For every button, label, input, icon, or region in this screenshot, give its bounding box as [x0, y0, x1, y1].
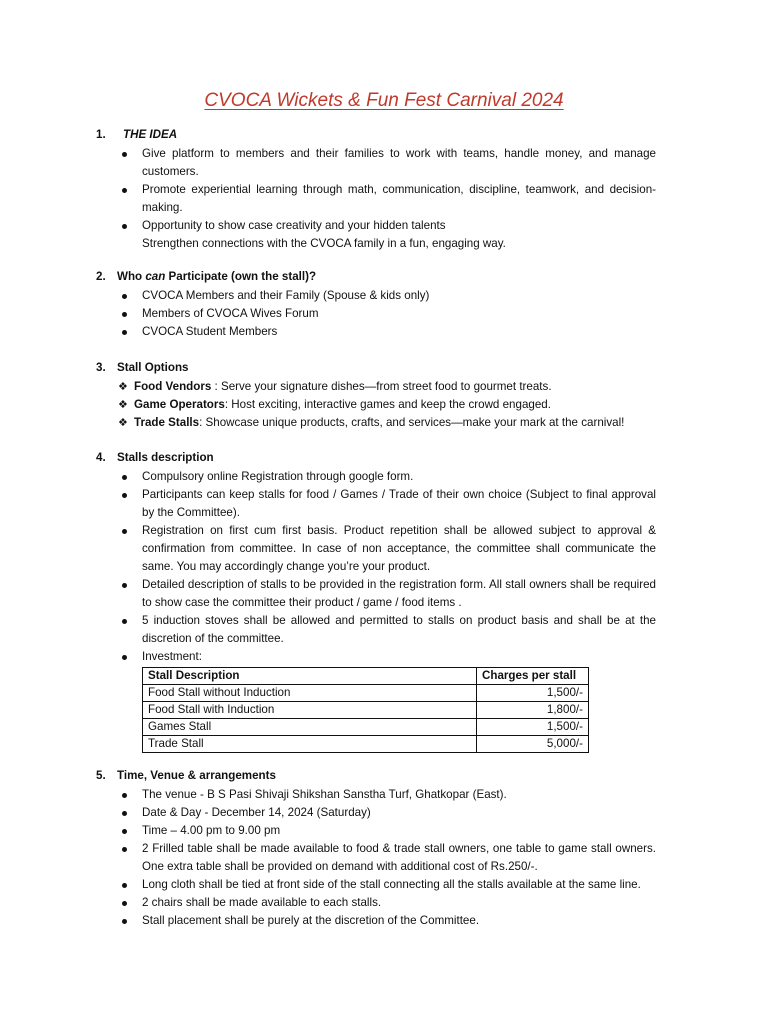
bullet-icon: [122, 188, 127, 193]
diamond-bullet-icon: ❖: [118, 417, 128, 429]
document-title: CVOCA Wickets & Fun Fest Carnival 2024: [204, 90, 564, 111]
list-item: ❖ Game Operators: Host exciting, interactive games and keep the crowd engaged.: [96, 396, 656, 414]
table-header-cell: Stall Description: [143, 668, 477, 685]
list-item: CVOCA Student Members: [96, 323, 656, 341]
section-heading: [96, 359, 656, 377]
bullet-icon: [122, 829, 127, 834]
bullet-icon: [122, 294, 127, 299]
table-cell: 1,500/-: [477, 685, 589, 702]
list-item: The venue - B S Pasi Shivaji Shikshan Sanstha Turf, Ghatkopar (East).: [96, 786, 656, 804]
table-cell: Food Stall with Induction: [143, 702, 477, 719]
list-item: Compulsory online Registration through google form.: [96, 468, 656, 486]
section-heading: [96, 268, 656, 286]
table-header-cell: Charges per stall: [477, 668, 589, 685]
table-row: [143, 719, 589, 736]
bullet-list: [96, 786, 656, 930]
list-item: Stall placement shall be purely at the discretion of the Committee.: [96, 912, 656, 930]
table-cell: 5,000/-: [477, 736, 589, 753]
list-item: ❖ Trade Stalls: Showcase unique products, crafts, and services—make your mark at the carnival!: [96, 414, 656, 432]
section-number: 1.: [96, 128, 106, 141]
list-item: Give platform to members and their families to work with teams, handle money, and manage customers.: [96, 145, 656, 181]
section-heading-text: THE IDEA: [123, 128, 178, 141]
option-list: [96, 378, 656, 432]
list-item: Opportunity to show case creativity and your hidden talents: [96, 217, 656, 235]
investment-table: [142, 667, 589, 753]
table-cell: 1,500/-: [477, 719, 589, 736]
table-cell: Food Stall without Induction: [143, 685, 477, 702]
bullet-icon: [122, 919, 127, 924]
section-number: 2.: [96, 270, 106, 283]
list-item: Investment:: [96, 648, 656, 666]
bullet-icon: [122, 224, 127, 229]
list-item: Date & Day - December 14, 2024 (Saturday): [96, 804, 656, 822]
section-heading: [96, 126, 656, 144]
list-item: Participants can keep stalls for food / Games / Trade of their own choice (Subject to final approval by the Committee).: [96, 486, 656, 522]
list-item: Detailed description of stalls to be provided in the registration form. All stall owners shall be required to show case the committee their product / game / food items .: [96, 576, 656, 612]
bullet-icon: [122, 655, 127, 660]
diamond-bullet-icon: ❖: [118, 399, 128, 411]
list-item: 2 chairs shall be made available to each stalls.: [96, 894, 656, 912]
section-heading: [96, 449, 656, 467]
section-heading-text: Who can Participate (own the stall)?: [117, 270, 317, 283]
list-item: Long cloth shall be tied at front side of the stall connecting all the stalls available at the same line.: [96, 876, 656, 894]
table-cell: Games Stall: [143, 719, 477, 736]
section-stall-options: [96, 359, 656, 432]
list-item: 2 Frilled table shall be made available to food & trade stall owners, one table to game stall owners. One extra table shall be provided on demand with additional cost of Rs.250/-.: [96, 840, 656, 876]
diamond-bullet-icon: ❖: [118, 381, 128, 393]
bullet-icon: [122, 529, 127, 534]
section-number: 4.: [96, 451, 106, 464]
list-item: ❖ Food Vendors : Serve your signature dishes—from street food to gourmet treats.: [96, 378, 656, 396]
list-item: CVOCA Members and their Family (Spouse & kids only): [96, 287, 656, 305]
table-cell: Trade Stall: [143, 736, 477, 753]
section-number: 3.: [96, 361, 106, 374]
bullet-icon: [122, 475, 127, 480]
table-row: [143, 702, 589, 719]
bullet-icon: [122, 883, 127, 888]
section-heading-text: Stalls description: [117, 451, 214, 464]
table-row: [143, 685, 589, 702]
bullet-icon: [122, 811, 127, 816]
list-item: Registration on first cum first basis. Product repetition shall be allowed subject to approval & confirmation from committee. In case of non acceptance, the committee shall communicate the same. You may accordingly change you’re your product.: [96, 522, 656, 576]
list-item: Members of CVOCA Wives Forum: [96, 305, 656, 323]
bullet-list: [96, 287, 656, 341]
table-cell: 1,800/-: [477, 702, 589, 719]
section-the-idea: [96, 126, 656, 253]
section-heading: [96, 767, 656, 785]
bullet-icon: [122, 493, 127, 498]
section-who-can-participate: [96, 268, 656, 341]
table-header-row: [143, 668, 589, 685]
list-item: Time – 4.00 pm to 9.00 pm: [96, 822, 656, 840]
bullet-icon: [122, 152, 127, 157]
bullet-icon: [122, 330, 127, 335]
table-row: [143, 736, 589, 753]
bullet-icon: [122, 619, 127, 624]
bullet-list: [96, 468, 656, 666]
list-item: 5 induction stoves shall be allowed and permitted to stalls on product basis and shall be at the discretion of the committee.: [96, 612, 656, 648]
bullet-icon: [122, 847, 127, 852]
bullet-icon: [122, 901, 127, 906]
bullet-list: [96, 145, 656, 253]
section-number: 5.: [96, 769, 106, 782]
section-heading-text: Time, Venue & arrangements: [117, 769, 276, 782]
list-continuation: Strengthen connections with the CVOCA family in a fun, engaging way.: [142, 237, 506, 250]
bullet-icon: [122, 793, 127, 798]
section-stalls-description: [96, 449, 656, 753]
list-item: Promote experiential learning through math, communication, discipline, teamwork, and decision-making.: [96, 181, 656, 217]
bullet-icon: [122, 583, 127, 588]
section-time-venue: [96, 767, 656, 930]
bullet-icon: [122, 312, 127, 317]
section-heading-text: Stall Options: [117, 361, 189, 374]
